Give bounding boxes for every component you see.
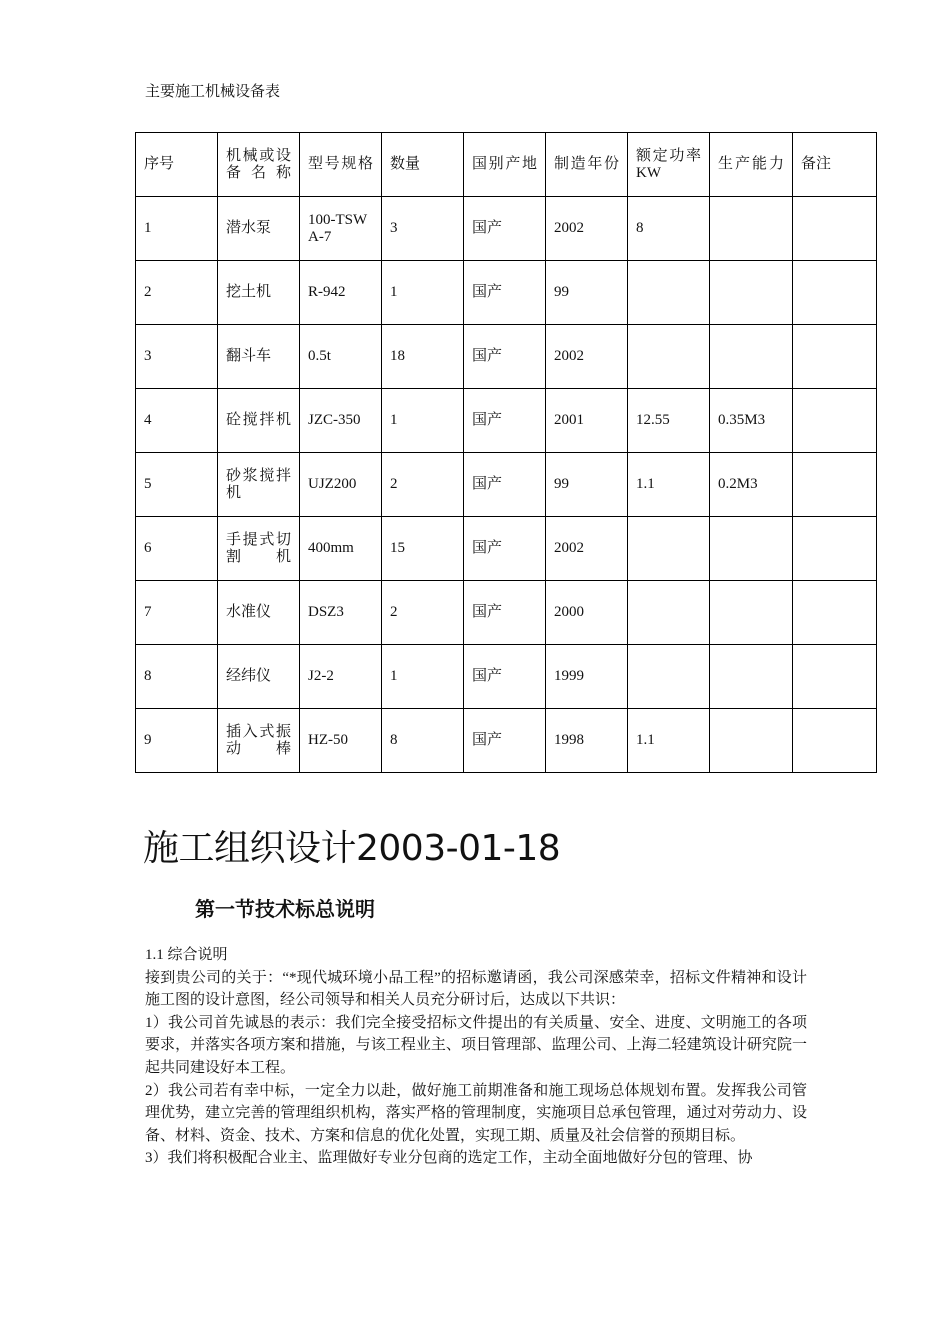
table-cell [628,325,710,389]
table-cell: 4 [136,389,218,453]
table-cell: UJZ200 [300,453,382,517]
body-text [145,944,807,1170]
table-cell: 1999 [546,645,628,709]
table-cell: 0.2M3 [710,453,793,517]
table-cell [628,581,710,645]
table-cell [710,197,793,261]
table-header-row [136,133,877,197]
header-cell: 机械或设备名称 [218,133,300,197]
table-row [136,453,877,517]
table-cell: 1.1 [628,453,710,517]
table-cell: 8 [628,197,710,261]
table-cell: 100-TSWA-7 [300,197,382,261]
table-cell: 翻斗车 [218,325,300,389]
table-cell: 0.35M3 [710,389,793,453]
table-cell: 1 [382,389,464,453]
table-cell [710,325,793,389]
table-cell: 8 [382,709,464,773]
table-row [136,581,877,645]
table-cell: 1.1 [628,709,710,773]
table-row [136,645,877,709]
table-cell: 手提式切割机 [218,517,300,581]
table-caption: 主要施工机械设备表 [145,84,281,100]
header-cell: 制造年份 [546,133,628,197]
table-cell: 1 [382,645,464,709]
header-cell: 型号规格 [300,133,382,197]
table-cell: 6 [136,517,218,581]
table-cell: 8 [136,645,218,709]
table-cell: 2000 [546,581,628,645]
table-cell [710,645,793,709]
table-cell: 7 [136,581,218,645]
table-cell: 潜水泵 [218,197,300,261]
table-cell: 国产 [464,581,546,645]
header-cell: 备注 [793,133,877,197]
table-row [136,325,877,389]
table-cell: 1 [136,197,218,261]
table-cell: DSZ3 [300,581,382,645]
equipment-table [135,132,877,773]
table-cell [793,389,877,453]
table-cell: JZC-350 [300,389,382,453]
table-row [136,261,877,325]
table-cell [628,261,710,325]
table-cell: 国产 [464,709,546,773]
table-cell: 2002 [546,517,628,581]
table-cell [710,709,793,773]
table-cell: 国产 [464,325,546,389]
table-cell: 水准仪 [218,581,300,645]
paragraph: 3）我们将积极配合业主、监理做好专业分包商的选定工作，主动全面地做好分包的管理、协 [145,1150,753,1167]
table-cell: 0.5t [300,325,382,389]
paragraph: 接到贵公司的关于：“*现代城环境小品工程”的招标邀请函，我公司深感荣幸，招标文件精神和设计施工图的设计意图，经公司领导和相关人员充分研讨后，达成以下共识： [145,969,807,1009]
table-cell: 3 [136,325,218,389]
table-cell: 砼搅拌机 [218,389,300,453]
table-cell [793,325,877,389]
document-title: 施工组织设计2003-01-18 [143,828,561,869]
table-cell [710,581,793,645]
table-cell: 3 [382,197,464,261]
table-cell: HZ-50 [300,709,382,773]
header-cell: 序号 [136,133,218,197]
table-cell: 插入式振动棒 [218,709,300,773]
section-heading: 第一节技术标总说明 [195,897,375,921]
table-cell: 5 [136,453,218,517]
table-cell: 砂浆搅拌机 [218,453,300,517]
paragraph: 2）我公司若有幸中标，一定全力以赴，做好施工前期准备和施工现场总体规划布置。发挥我公司管理优势，建立完善的管理组织机构，落实严格的管理制度，实施项目总承包管理，通过对劳动力、设备、材料、资金、技术、方案和信息的优化处置，实现工期、质量及社会信誉的预期目标。 [145,1082,807,1144]
header-cell: 额定功率KW [628,133,710,197]
table-row [136,517,877,581]
table-cell: 国产 [464,517,546,581]
table-cell: 2 [382,581,464,645]
table-cell [710,517,793,581]
table-cell: 2002 [546,325,628,389]
table-cell: 9 [136,709,218,773]
table-cell [793,709,877,773]
table-cell: 挖土机 [218,261,300,325]
table-row [136,709,877,773]
table-cell: 99 [546,261,628,325]
table-cell [793,581,877,645]
table-cell [710,261,793,325]
table-cell: 国产 [464,197,546,261]
table-cell: 国产 [464,389,546,453]
header-cell: 数量 [382,133,464,197]
table-cell: 国产 [464,645,546,709]
table-cell: J2-2 [300,645,382,709]
header-cell: 生产能力 [710,133,793,197]
table-cell: 2001 [546,389,628,453]
table-cell: 2 [136,261,218,325]
table-cell: 经纬仪 [218,645,300,709]
paragraph: 1.1 综合说明 [145,947,228,963]
table-cell: 国产 [464,261,546,325]
table-cell [628,645,710,709]
header-cell: 国别产地 [464,133,546,197]
table-cell [793,453,877,517]
table-cell: 15 [382,517,464,581]
table-cell: 2002 [546,197,628,261]
table-cell: 18 [382,325,464,389]
table-cell: 12.55 [628,389,710,453]
table-cell [793,261,877,325]
table-cell: R-942 [300,261,382,325]
table-cell [628,517,710,581]
table-cell [793,645,877,709]
table-cell [793,517,877,581]
table-cell: 400mm [300,517,382,581]
table-cell: 1998 [546,709,628,773]
table-cell [793,197,877,261]
table-row [136,389,877,453]
table-cell: 99 [546,453,628,517]
table-cell: 2 [382,453,464,517]
table-row [136,197,877,261]
table-cell: 1 [382,261,464,325]
table-cell: 国产 [464,453,546,517]
paragraph: 1）我公司首先诚恳的表示：我们完全接受招标文件提出的有关质量、安全、进度、文明施工的各项要求，并落实各项方案和措施，与该工程业主、项目管理部、监理公司、上海二轻建筑设计研究院一起共同建设好本工程。 [145,1014,807,1076]
